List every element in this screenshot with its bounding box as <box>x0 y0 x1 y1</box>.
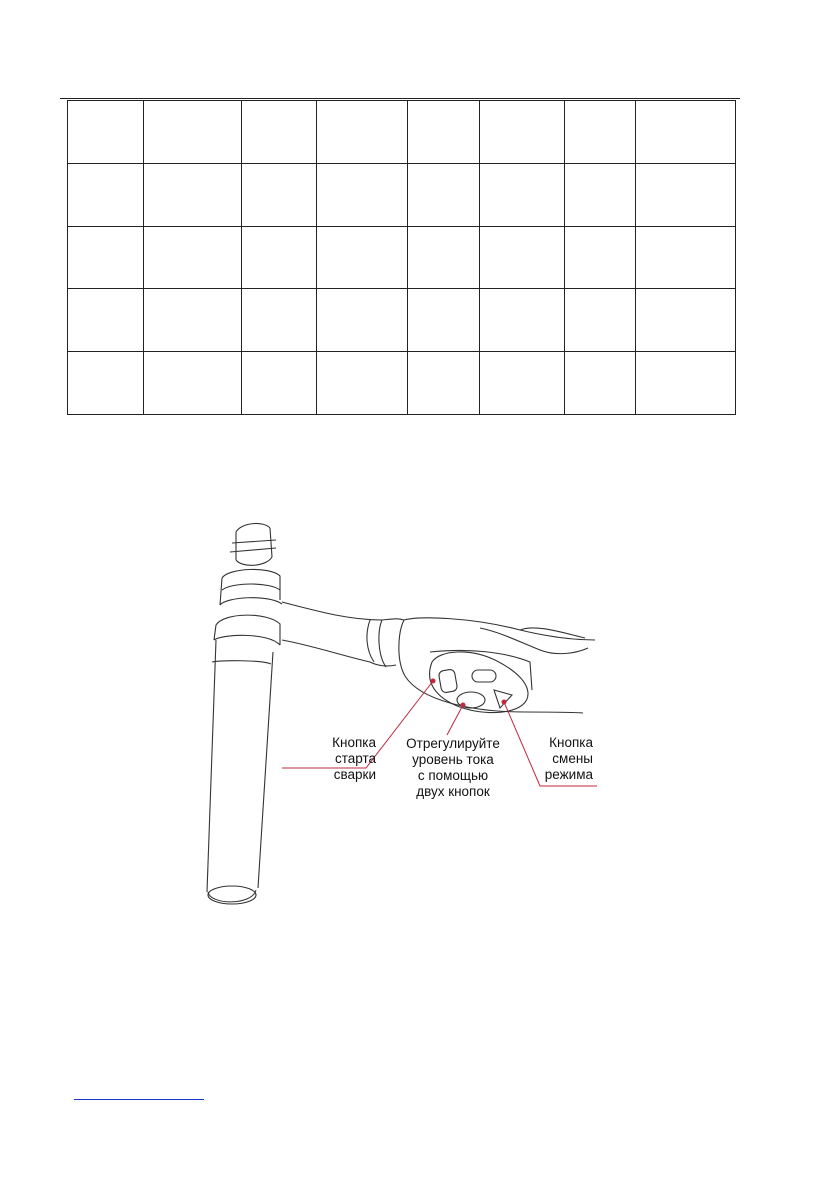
table-cell <box>480 226 565 289</box>
table-cell <box>480 163 565 226</box>
table-cell <box>636 226 736 289</box>
callout-line: с помощью <box>417 768 489 783</box>
table-cell <box>480 101 565 164</box>
spec-table <box>67 100 736 415</box>
table-cell <box>68 352 144 415</box>
table-cell <box>317 101 408 164</box>
table-cell <box>317 352 408 415</box>
mode-button-shape <box>494 690 512 708</box>
table-cell <box>565 289 636 352</box>
table-cell <box>636 289 736 352</box>
table-cell <box>480 352 565 415</box>
table-cell <box>68 101 144 164</box>
table-cell <box>144 226 242 289</box>
torch-collar <box>220 569 282 605</box>
table-cell <box>68 289 144 352</box>
header-rule <box>60 98 740 99</box>
table-cell <box>408 289 480 352</box>
callout-adjust-current <box>395 736 511 800</box>
table-cell <box>636 101 736 164</box>
callout-line: Кнопка <box>332 735 376 750</box>
table-cell <box>242 163 317 226</box>
table-cell <box>636 352 736 415</box>
table-cell <box>317 163 408 226</box>
callout-line: Кнопка <box>549 735 593 750</box>
callout-mode-button <box>527 735 593 783</box>
callout-start-button <box>292 735 376 783</box>
table-cell <box>636 163 736 226</box>
table-cell <box>317 289 408 352</box>
start-button-shape <box>438 669 458 693</box>
callout-line: Отрегулируйте <box>406 736 500 751</box>
tig-torch-illustration <box>195 515 600 915</box>
torch-neck <box>282 602 404 666</box>
table-cell <box>408 226 480 289</box>
table-cell <box>242 226 317 289</box>
callout-line: смены <box>552 751 593 766</box>
table-cell <box>144 352 242 415</box>
table-row <box>68 101 736 164</box>
callout-line: старта сварки <box>333 751 376 782</box>
table-row <box>68 163 736 226</box>
adjust-button-up-shape <box>472 670 496 682</box>
table-cell <box>565 226 636 289</box>
torch-tip <box>208 886 256 904</box>
table-cell <box>68 226 144 289</box>
table-cell <box>144 163 242 226</box>
table-row <box>68 352 736 415</box>
table-cell <box>242 289 317 352</box>
table-cell <box>480 289 565 352</box>
callout-line: уровень тока <box>412 752 494 767</box>
torch-button-panel <box>430 652 528 713</box>
table-cell <box>242 101 317 164</box>
table-cell <box>408 163 480 226</box>
table-row <box>68 226 736 289</box>
table-cell <box>408 352 480 415</box>
table-cell <box>565 163 636 226</box>
callout-line: двух кнопок <box>416 784 490 799</box>
callout-line: режима <box>544 767 593 782</box>
table-cell <box>565 101 636 164</box>
table-row <box>68 289 736 352</box>
footer-link[interactable] <box>74 1083 204 1100</box>
torch-nozzle-body <box>207 615 280 892</box>
table-cell <box>144 289 242 352</box>
torch-back-cap <box>230 523 276 565</box>
table-cell <box>565 352 636 415</box>
table-cell <box>68 163 144 226</box>
table-cell <box>144 101 242 164</box>
table-cell <box>408 101 480 164</box>
table-cell <box>242 352 317 415</box>
table-cell <box>317 226 408 289</box>
